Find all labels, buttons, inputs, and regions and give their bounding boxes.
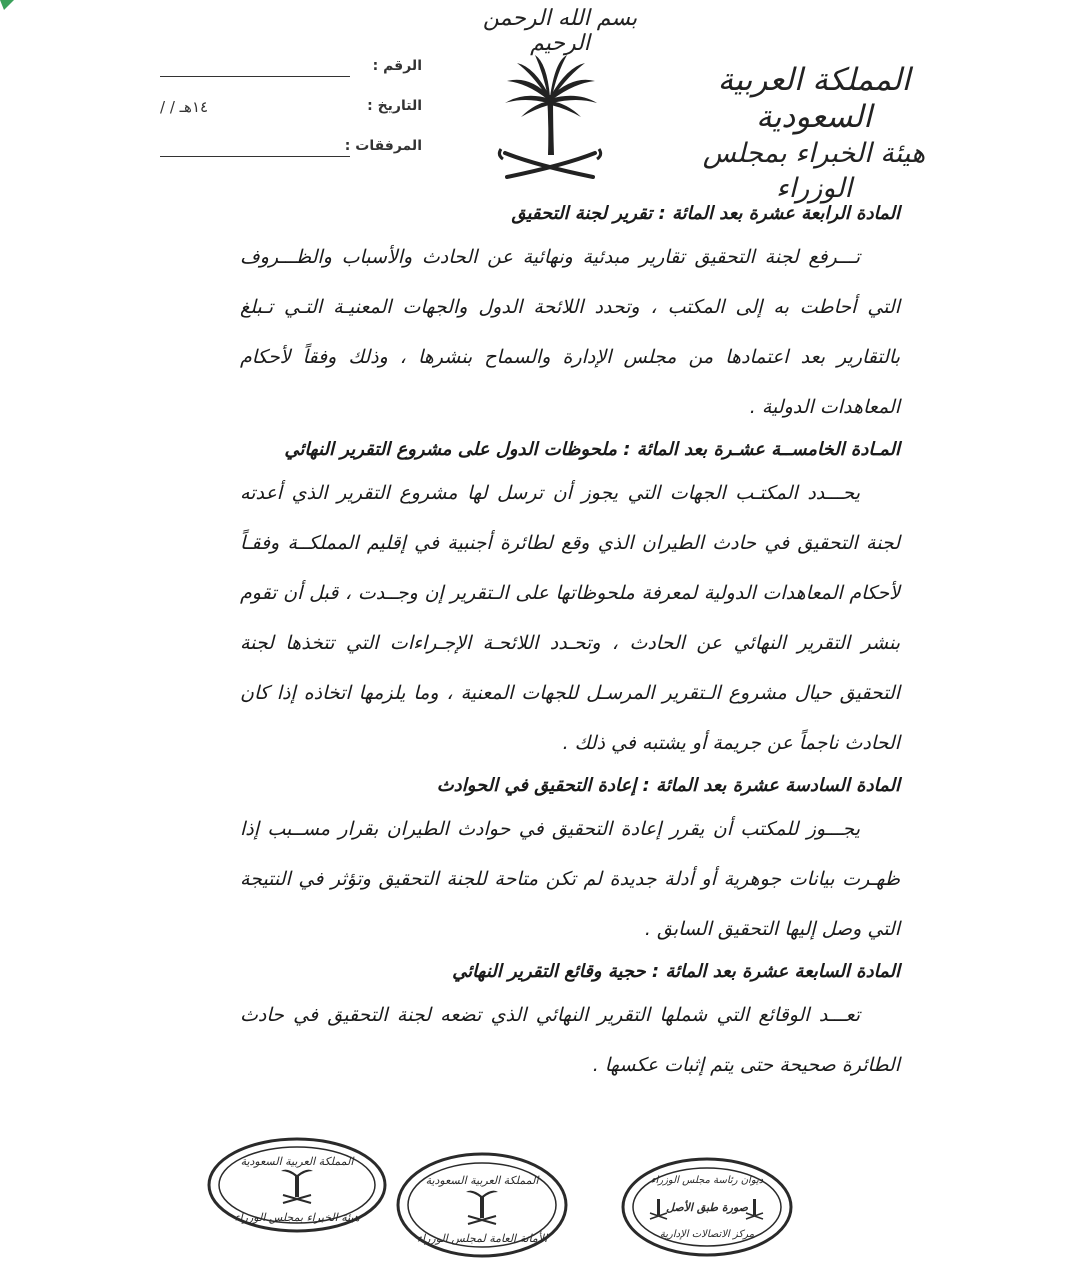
document-body — [240, 196, 900, 1090]
article-paragraph: يحـــدد المكتـب الجهات التي يجوز أن ترسل لها مشروع التقرير الذي أعدته لجنة التحقيق في حادث الطيران الذي وقع لطائرة أجنبية في إقليم المملكــة وفقـاً لأحكام المعاهدات الدولية لمعرفة ملحوظاتها على الـتقرير إن وجــدت ، قبل أن تقوم بنشر التقرير النهائي عن الحادث ، وتحـدد اللائحـة الإجـراءات التي تتخذها لجنة التحقيق حيال مشروع الـتقرير المرسـل للجهات المعنية ، وما يلزمها اتخاذه إذا كان الحادث ناجماً عن جريمة أو يشتبه في ذلك . — [240, 482, 900, 754]
number-line — [160, 76, 350, 77]
attachments-line — [160, 156, 350, 157]
stamp-line1: ديوان رئاسة مجلس الوزراء — [650, 1175, 764, 1186]
number-label: الرقم : — [372, 58, 422, 74]
article-114 — [240, 196, 900, 432]
stamp-line1: المملكة العربية السعودية — [240, 1155, 354, 1168]
stamp-cabinet-office — [620, 1155, 795, 1260]
stamp-emblem-icon — [466, 1191, 498, 1224]
article-116 — [240, 768, 900, 954]
article-heading: المادة السادسة عشرة بعد المائة : إعادة التحقيق في الحوادث — [436, 775, 900, 796]
stamp-line2: هيئة الخبراء بمجلس الوزراء — [234, 1211, 360, 1224]
corner-mark — [0, 0, 30, 14]
ministry-line1: المملكة العربية السعودية — [717, 62, 911, 136]
article-117 — [240, 954, 900, 1090]
stamp-line2: الأمانة العامة لمجلس الوزراء — [416, 1232, 548, 1245]
ministry-header — [664, 62, 964, 207]
saudi-emblem-icon — [495, 55, 605, 185]
article-heading: المادة السابعة عشرة بعد المائة : حجية وقائع التقرير النهائي — [452, 961, 900, 982]
attachments-label: المرفقات : — [344, 138, 422, 154]
stamp-line3: مركز الاتصالات الإدارية — [659, 1229, 755, 1240]
ministry-line2: هيئة الخبراء بمجلس الوزراء — [702, 138, 926, 205]
stamp-council-secretariat — [395, 1150, 570, 1260]
stamp-emblem-icon — [281, 1170, 313, 1203]
article-paragraph: تعـــد الوقائع التي شملها التقرير النهائي الذي تضعه لجنة التحقيق في حادث الطائرة صحيحة حتى يتم إثبات عكسها . — [240, 1004, 900, 1076]
date-row — [160, 98, 422, 138]
number-row — [160, 58, 422, 98]
letter-meta — [160, 58, 422, 178]
basmala: بسم الله الرحمن الرحيم — [482, 6, 638, 56]
attachments-row — [160, 138, 422, 178]
stamp-line1: المملكة العربية السعودية — [425, 1174, 539, 1187]
date-value: / / ١٤هـ — [160, 98, 209, 116]
date-label: التاريخ : — [367, 98, 422, 114]
stamp-experts-commission — [205, 1135, 390, 1235]
stamp-line2: صورة طبق الأصل — [665, 1201, 749, 1214]
article-paragraph: تـــرفع لجنة التحقيق تقارير مبدئية ونهائية عن الحادث والأسباب والظـــروف التي أحاطت به إلى المكتب ، وتحدد اللائحة الدول والجهات المعنيـة التـي تـبلغ بالتقارير بعد اعتمادها من مجلس الإدارة والسماح بنشرها ، وذلك وفقاً لأحكام المعاهدات الدولية . — [240, 246, 900, 418]
article-heading: المادة الرابعة عشرة بعد المائة : تقرير لجنة التحقيق — [511, 203, 900, 224]
article-paragraph: يجـــوز للمكتب أن يقرر إعادة التحقيق في حوادث الطيران بقرار مســبب إذا ظهـرت بيانات جوهرية أو أدلة جديدة لم تكن متاحة للجنة التحقيق وتؤثر في النتيجة التي وصل إليها التحقيق السابق . — [240, 818, 900, 940]
article-heading: المـادة الخامســة عشـرة بعد المائة : ملحوظات الدول على مشروع التقرير النهائي — [284, 439, 900, 460]
article-115 — [240, 432, 900, 768]
